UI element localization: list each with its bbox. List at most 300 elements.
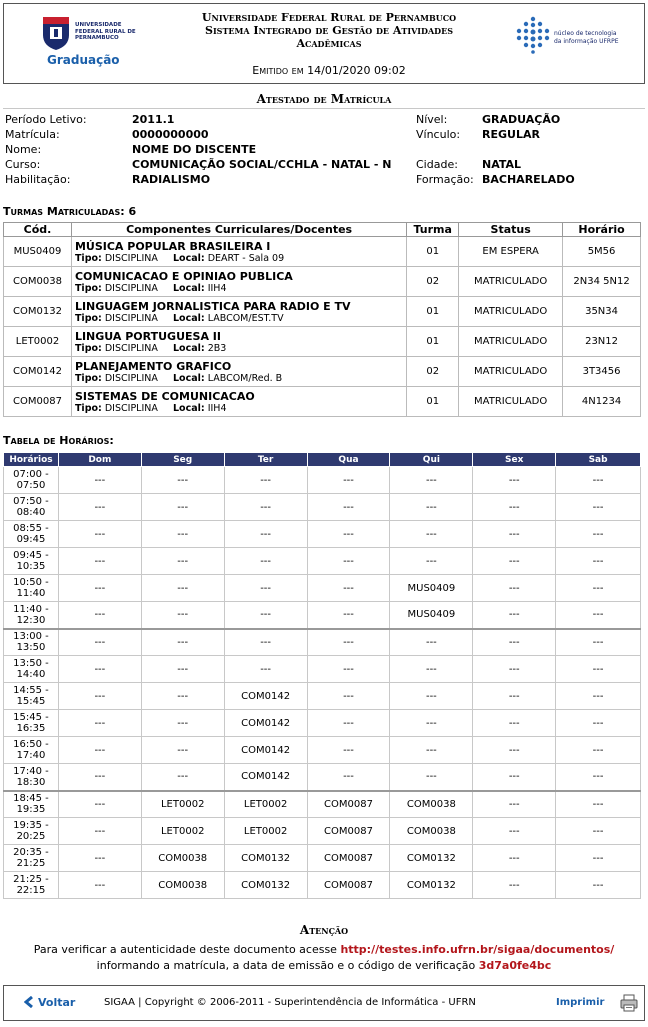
col-cod: Cód.	[4, 223, 72, 237]
horario-start: 20:35 -	[13, 847, 49, 858]
schedule-cell: COM0132	[390, 845, 473, 872]
schedule-cell: ---	[58, 872, 141, 899]
schedule-cell: LET0002	[224, 818, 307, 845]
status-cell: MATRICULADO	[459, 297, 563, 327]
atencao-text-1: Para verificar a autenticidade deste documento acesse	[33, 943, 337, 956]
schedule-cell: ---	[141, 602, 224, 629]
schedule-cell: ---	[390, 656, 473, 683]
status-cell: MATRICULADO	[459, 357, 563, 387]
schedule-cell: ---	[224, 521, 307, 548]
horario-time-cell	[4, 818, 59, 845]
local-label: Local:	[172, 372, 205, 384]
schedule-cell: ---	[58, 602, 141, 629]
schedule-cell: ---	[307, 737, 390, 764]
nti-line-2: da informação UFRPE	[554, 38, 619, 45]
schedule-cell: COM0087	[307, 791, 390, 818]
horario-start: 15:45 -	[13, 712, 49, 723]
schedule-cell: COM0038	[390, 791, 473, 818]
table-row	[4, 357, 641, 387]
schedule-cell: ---	[473, 791, 556, 818]
tipo-value: DISCIPLINA	[104, 312, 158, 324]
horario-start: 16:50 -	[13, 739, 49, 750]
schedule-cell: ---	[473, 818, 556, 845]
status-cell: EM ESPERA	[459, 237, 563, 267]
schedule-cell: ---	[473, 494, 556, 521]
col-qua: Qua	[307, 453, 390, 467]
local-label: Local:	[172, 312, 205, 324]
schedule-cell: ---	[141, 656, 224, 683]
schedule-cell: ---	[307, 764, 390, 791]
cod-cell: COM0132	[4, 297, 72, 327]
horario-start: 11:40 -	[13, 603, 49, 615]
habilitacao-value: RADIALISMO	[132, 173, 211, 186]
schedule-cell: ---	[390, 683, 473, 710]
horario-end: 17:40	[16, 750, 46, 761]
schedule-cell: ---	[58, 737, 141, 764]
schedule-cell: COM0132	[224, 872, 307, 899]
formacao-value: BACHARELADO	[482, 173, 575, 186]
horario-end: 22:15	[16, 885, 46, 896]
imprimir-link[interactable]: Imprimir	[556, 997, 605, 1008]
tipo-label: Tipo:	[74, 372, 102, 384]
schedule-cell: ---	[141, 494, 224, 521]
tipo-label: Tipo:	[74, 342, 102, 354]
table-row	[4, 845, 641, 872]
header-line-2: Sistema Integrado de Gestão de Atividades	[205, 24, 453, 37]
schedule-cell: ---	[556, 521, 641, 548]
schedule-cell: ---	[58, 818, 141, 845]
schedule-cell: COM0142	[224, 683, 307, 710]
table-row	[4, 521, 641, 548]
schedule-cell: ---	[390, 737, 473, 764]
schedule-cell: ---	[224, 467, 307, 494]
copyright-text: SIGAA | Copyright © 2006-2011 - Superintendência de Informática - UFRN	[104, 997, 476, 1008]
atencao-text-2: informando a matrícula, a data de emissão e o código de verificação	[96, 959, 476, 972]
turma-cell: 02	[407, 267, 459, 297]
table-row	[4, 710, 641, 737]
schedule-cell: ---	[58, 521, 141, 548]
schedule-cell: ---	[307, 575, 390, 602]
col-qui: Qui	[390, 453, 473, 467]
cidade-value: NATAL	[482, 158, 522, 171]
componente-details	[75, 253, 403, 264]
voltar-link[interactable]	[24, 996, 75, 1009]
local-value: IIH4	[207, 282, 227, 294]
table-row	[4, 548, 641, 575]
horario-start: 07:00 -	[13, 469, 49, 480]
horario-end: 14:40	[16, 669, 46, 680]
componente-cell	[71, 387, 406, 417]
horario-end: 13:50	[16, 642, 46, 654]
atencao-title: Atenção	[299, 923, 349, 937]
schedule-cell: ---	[473, 845, 556, 872]
schedule-cell: ---	[473, 467, 556, 494]
schedule-cell: ---	[473, 575, 556, 602]
document-title: Atestado de Matrícula	[3, 92, 645, 109]
componente-details	[75, 373, 403, 384]
local-value: DEART - Sala 09	[207, 252, 285, 264]
horario-time-cell	[4, 737, 59, 764]
tipo-value: DISCIPLINA	[104, 252, 158, 264]
printer-icon[interactable]	[619, 993, 639, 1013]
schedule-cell: LET0002	[224, 791, 307, 818]
schedule-cell: ---	[224, 656, 307, 683]
schedule-cell: ---	[307, 683, 390, 710]
componente-name: MÚSICA POPULAR BRASILEIRA I	[74, 239, 271, 253]
info-row-habilitacao	[5, 172, 645, 187]
schedule-cell: ---	[473, 710, 556, 737]
schedule-cell: ---	[141, 764, 224, 791]
local-label: Local:	[172, 282, 205, 294]
local-value: 2B3	[207, 342, 227, 354]
periodo-value: 2011.1	[132, 113, 175, 126]
nti-dots-icon	[514, 16, 552, 54]
voltar-label: Voltar	[38, 996, 76, 1009]
componente-cell	[71, 267, 406, 297]
horario-end: 08:40	[16, 507, 46, 518]
schedule-cell: ---	[556, 548, 641, 575]
schedule-cell: MUS0409	[390, 575, 473, 602]
local-label: Local:	[172, 342, 205, 354]
schedule-cell: ---	[307, 629, 390, 656]
ufrpe-shield-icon	[41, 13, 71, 51]
schedule-cell: COM0142	[224, 737, 307, 764]
table-row	[4, 327, 641, 357]
schedule-cell: ---	[58, 845, 141, 872]
horario-start: 09:45 -	[13, 550, 49, 561]
logo-university-name: UNIVERSIDADE FEDERAL RURAL DE PERNAMBUCO	[75, 22, 136, 41]
schedule-cell: ---	[58, 467, 141, 494]
schedule-cell: ---	[141, 575, 224, 602]
schedule-cell: ---	[141, 737, 224, 764]
schedule-cell: ---	[141, 629, 224, 656]
col-componentes: Componentes Curriculares/Docentes	[71, 223, 406, 237]
nivel-label: Nível:	[416, 113, 448, 126]
schedule-cell: ---	[58, 710, 141, 737]
schedule-cell: COM0087	[307, 845, 390, 872]
nti-line-1: núcleo de tecnologia	[554, 30, 617, 37]
turma-cell: 01	[407, 387, 459, 417]
col-sex: Sex	[473, 453, 556, 467]
schedule-cell: ---	[224, 575, 307, 602]
schedule-cell: ---	[556, 602, 641, 629]
schedule-cell: ---	[58, 683, 141, 710]
table-row	[4, 683, 641, 710]
tipo-value: DISCIPLINA	[104, 372, 158, 384]
schedule-cell: ---	[556, 494, 641, 521]
schedule-cell: ---	[556, 575, 641, 602]
schedule-cell: ---	[58, 656, 141, 683]
horario-time-cell	[4, 494, 59, 521]
schedule-cell: ---	[390, 710, 473, 737]
schedule-cell: ---	[473, 764, 556, 791]
schedule-cell: COM0142	[224, 764, 307, 791]
componente-name: LINGUA PORTUGUESA II	[74, 329, 221, 343]
status-cell: MATRICULADO	[459, 327, 563, 357]
horario-start: 18:45 -	[13, 793, 49, 805]
schedule-cell: ---	[390, 494, 473, 521]
schedule-cell: ---	[556, 872, 641, 899]
local-value: IIH4	[207, 402, 227, 414]
componente-cell	[71, 237, 406, 267]
matricula-value: 0000000000	[132, 128, 209, 141]
horario-time-cell	[4, 467, 59, 494]
info-row-matricula	[5, 127, 645, 142]
horario-start: 08:55 -	[13, 523, 49, 534]
horario-time-cell	[4, 872, 59, 899]
componente-name: SISTEMAS DE COMUNICACAO	[74, 389, 255, 403]
schedule-cell: ---	[390, 521, 473, 548]
horario-time-cell	[4, 845, 59, 872]
col-seg: Seg	[141, 453, 224, 467]
schedule-cell: ---	[473, 656, 556, 683]
schedule-cell: COM0038	[141, 845, 224, 872]
schedule-cell: ---	[556, 629, 641, 656]
horarios-table	[3, 452, 641, 899]
horario-time-cell	[4, 521, 59, 548]
horario-time-cell	[4, 575, 59, 602]
atencao-line-1	[3, 942, 645, 958]
schedule-cell: ---	[58, 791, 141, 818]
schedule-cell: ---	[473, 737, 556, 764]
schedule-cell: ---	[224, 494, 307, 521]
vinculo-value: REGULAR	[482, 128, 540, 141]
horario-time-cell	[4, 548, 59, 575]
schedule-cell: ---	[141, 467, 224, 494]
logo-unit-name: Graduação	[47, 53, 120, 67]
schedule-cell: ---	[556, 683, 641, 710]
curso-value: COMUNICAÇÃO SOCIAL/CCHLA - NATAL - N	[132, 158, 392, 171]
cod-cell: COM0087	[4, 387, 72, 417]
schedule-cell: LET0002	[141, 818, 224, 845]
horarios-header-row	[4, 453, 641, 467]
info-row-periodo	[5, 112, 645, 127]
tipo-value: DISCIPLINA	[104, 282, 158, 294]
table-row	[4, 467, 641, 494]
schedule-cell: ---	[58, 548, 141, 575]
table-row	[4, 791, 641, 818]
schedule-cell: ---	[473, 629, 556, 656]
turma-cell: 01	[407, 237, 459, 267]
schedule-cell: ---	[307, 467, 390, 494]
schedule-cell: COM0132	[390, 872, 473, 899]
curso-label: Curso:	[5, 158, 41, 171]
header-line-1: Universidade Federal Rural de Pernambuco	[201, 11, 457, 24]
schedule-cell: ---	[307, 548, 390, 575]
nome-label: Nome:	[5, 143, 42, 156]
tipo-label: Tipo:	[74, 312, 102, 324]
horario-end: 07:50	[16, 480, 46, 491]
emission-date: Emitido em 14/01/2020 09:02	[252, 64, 406, 77]
col-dom: Dom	[58, 453, 141, 467]
horario-cell: 5M56	[563, 237, 641, 267]
col-ter: Ter	[224, 453, 307, 467]
schedule-cell: ---	[141, 710, 224, 737]
schedule-cell: ---	[141, 683, 224, 710]
turma-cell: 02	[407, 357, 459, 387]
info-row-nome	[5, 142, 645, 157]
horario-cell: 3T3456	[563, 357, 641, 387]
schedule-cell: ---	[224, 548, 307, 575]
schedule-cell: COM0132	[224, 845, 307, 872]
schedule-cell: ---	[224, 602, 307, 629]
document-header	[3, 3, 645, 84]
schedule-cell: ---	[58, 575, 141, 602]
header-line-3: Acadêmicas	[296, 37, 362, 50]
col-sab: Sab	[556, 453, 641, 467]
atencao-text	[3, 942, 645, 974]
schedule-cell: ---	[556, 791, 641, 818]
schedule-cell: MUS0409	[390, 602, 473, 629]
horario-end: 09:45	[16, 534, 46, 545]
schedule-cell: ---	[58, 764, 141, 791]
table-row	[4, 602, 641, 629]
matricula-label: Matrícula:	[5, 128, 60, 141]
table-row	[4, 764, 641, 791]
schedule-cell: COM0142	[224, 710, 307, 737]
vinculo-label: Vínculo:	[416, 128, 461, 141]
table-row	[4, 387, 641, 417]
horario-time-cell	[4, 602, 59, 629]
schedule-cell: ---	[556, 737, 641, 764]
schedule-cell: ---	[307, 494, 390, 521]
horario-cell: 4N1234	[563, 387, 641, 417]
horario-end: 15:45	[16, 696, 46, 707]
schedule-cell: COM0038	[390, 818, 473, 845]
horario-end: 12:30	[16, 614, 46, 626]
horario-end: 11:40	[16, 588, 46, 599]
horario-end: 19:35	[16, 804, 46, 816]
horario-start: 10:50 -	[13, 577, 49, 588]
horario-time-cell	[4, 764, 59, 791]
horario-start: 07:50 -	[13, 496, 49, 507]
table-row	[4, 575, 641, 602]
horario-cell: 35N34	[563, 297, 641, 327]
horario-time-cell	[4, 791, 59, 818]
verification-code: 3d7a0fe4bc	[478, 959, 552, 972]
horario-time-cell	[4, 629, 59, 656]
horario-start: 13:50 -	[13, 658, 49, 669]
componente-name: PLANEJAMENTO GRAFICO	[74, 359, 232, 373]
schedule-cell: ---	[556, 818, 641, 845]
schedule-cell: ---	[556, 764, 641, 791]
turma-cell: 01	[407, 327, 459, 357]
habilitacao-label: Habilitação:	[5, 173, 71, 186]
schedule-cell: ---	[58, 629, 141, 656]
status-cell: MATRICULADO	[459, 267, 563, 297]
table-row	[4, 494, 641, 521]
horario-start: 17:40 -	[13, 765, 49, 777]
table-row	[4, 656, 641, 683]
tipo-label: Tipo:	[74, 402, 102, 414]
turmas-header-row	[4, 223, 641, 237]
componente-cell	[71, 357, 406, 387]
schedule-cell: ---	[390, 467, 473, 494]
verification-url-link[interactable]: http://testes.info.ufrn.br/sigaa/documentos/	[340, 943, 615, 956]
nome-value: NOME DO DISCENTE	[132, 143, 257, 156]
nti-logo-text	[554, 30, 644, 46]
schedule-cell: ---	[58, 494, 141, 521]
cidade-label: Cidade:	[416, 158, 458, 171]
horario-time-cell	[4, 710, 59, 737]
schedule-cell: ---	[556, 656, 641, 683]
schedule-cell: ---	[473, 548, 556, 575]
table-row	[4, 629, 641, 656]
horario-time-cell	[4, 683, 59, 710]
tipo-label: Tipo:	[74, 282, 102, 294]
schedule-cell: ---	[556, 845, 641, 872]
schedule-cell: ---	[224, 629, 307, 656]
schedule-cell: ---	[141, 521, 224, 548]
horario-end: 20:25	[16, 831, 46, 842]
componente-name: LINGUAGEM JORNALISTICA PARA RADIO E TV	[74, 299, 351, 313]
status-cell: MATRICULADO	[459, 387, 563, 417]
horario-start: 14:55 -	[13, 685, 49, 696]
componente-details	[75, 283, 403, 294]
tipo-value: DISCIPLINA	[104, 342, 158, 354]
schedule-cell: ---	[473, 872, 556, 899]
componente-name: COMUNICACAO E OPINIAO PUBLICA	[74, 269, 293, 283]
turma-cell: 01	[407, 297, 459, 327]
schedule-cell: ---	[307, 602, 390, 629]
table-row	[4, 872, 641, 899]
horarios-heading: Tabela de Horários:	[3, 434, 114, 447]
turmas-table	[3, 222, 641, 417]
componente-cell	[71, 327, 406, 357]
horario-end: 10:35	[16, 561, 46, 572]
componente-details	[75, 343, 403, 354]
horario-start: 13:00 -	[13, 631, 49, 643]
tipo-value: DISCIPLINA	[104, 402, 158, 414]
horario-end: 18:30	[16, 776, 46, 788]
schedule-cell: COM0038	[141, 872, 224, 899]
componente-details	[75, 403, 403, 414]
document-footer	[3, 985, 645, 1021]
horario-end: 21:25	[16, 858, 46, 869]
chevron-left-icon	[24, 996, 34, 1008]
schedule-cell: ---	[307, 710, 390, 737]
schedule-cell: COM0087	[307, 818, 390, 845]
schedule-cell: ---	[390, 764, 473, 791]
horario-time-cell	[4, 656, 59, 683]
table-row	[4, 818, 641, 845]
cod-cell: MUS0409	[4, 237, 72, 267]
schedule-cell: ---	[556, 710, 641, 737]
info-row-curso	[5, 157, 645, 172]
tipo-label: Tipo:	[74, 252, 102, 264]
cod-cell: COM0142	[4, 357, 72, 387]
schedule-cell: ---	[141, 548, 224, 575]
horario-cell: 23N12	[563, 327, 641, 357]
col-horarios: Horários	[4, 453, 59, 467]
schedule-cell: ---	[473, 683, 556, 710]
turmas-heading: Turmas Matriculadas: 6	[3, 205, 137, 218]
nivel-value: GRADUAÇÃO	[482, 113, 561, 126]
schedule-cell: ---	[307, 521, 390, 548]
local-label: Local:	[172, 252, 205, 264]
schedule-cell: ---	[556, 467, 641, 494]
schedule-cell: ---	[390, 548, 473, 575]
componente-details	[75, 313, 403, 324]
horario-end: 16:35	[16, 723, 46, 734]
periodo-label: Período Letivo:	[5, 113, 87, 126]
horario-start: 21:25 -	[13, 874, 49, 885]
atencao-line-2	[3, 958, 645, 974]
table-row	[4, 237, 641, 267]
col-turma: Turma	[407, 223, 459, 237]
local-value: LABCOM/EST.TV	[207, 312, 284, 324]
componente-cell	[71, 297, 406, 327]
